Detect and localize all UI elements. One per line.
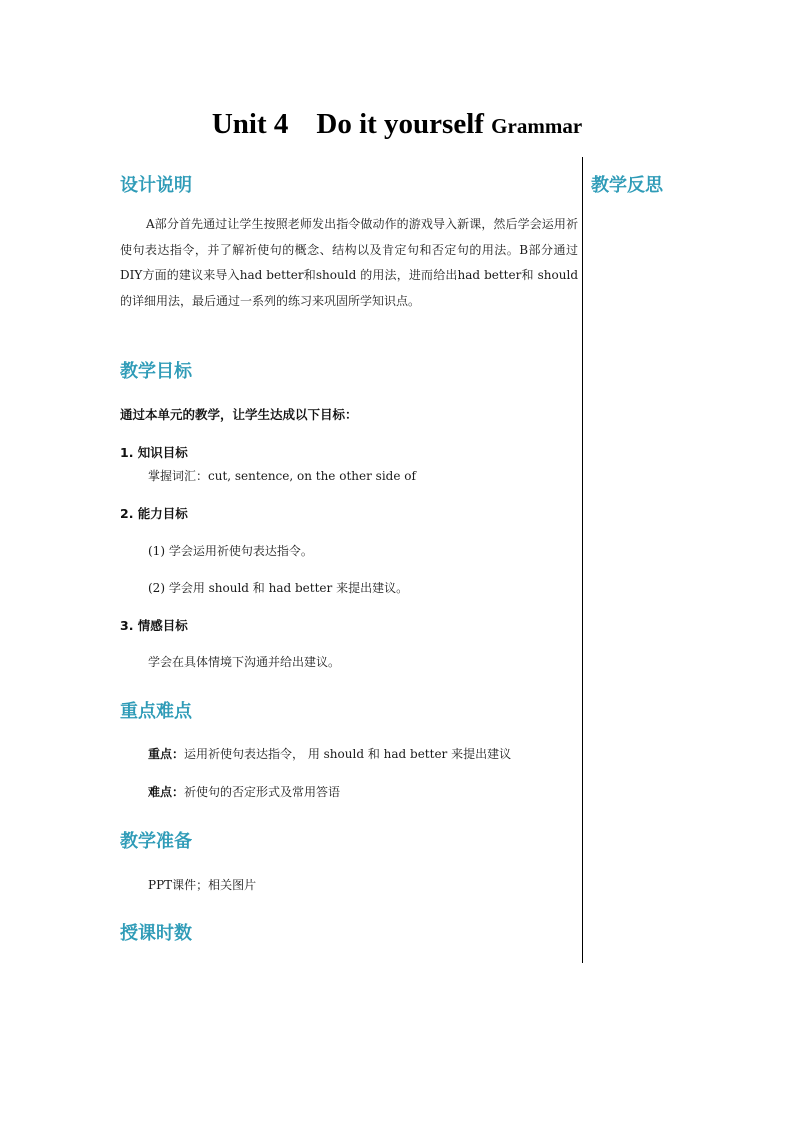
reflection-heading: 教学反思 [591, 175, 663, 196]
key-point-label: 重点： [148, 747, 185, 761]
preparation-heading: 教学准备 [120, 831, 192, 852]
preparation-body: PPT课件；相关图片 [148, 878, 257, 892]
difficulty-body: 祈使句的否定形式及常用答语 [184, 785, 341, 799]
title-unit: Unit 4 [211, 108, 289, 140]
title-subtitle: Grammar [491, 114, 583, 138]
design-heading: 设计说明 [120, 175, 192, 196]
difficulty-line [148, 783, 340, 800]
difficulty-label: 难点： [148, 785, 185, 799]
key-point-body: 运用祈使句表达指令， 用 should 和 had better 来提出建议 [184, 747, 512, 761]
design-paragraph: A部分首先通过让学生按照老师发出指令做动作的游戏导入新课，然后学会运用祈使句表达指令，并了解祈使句的概念、结构以及肯定句和否定句的用法。B部分通过DIY方面的建议来导入had better和should 的用法，进而给出had better和 should 的详细用法，最后通过一系列的练习来巩固所学知识点。 [120, 217, 578, 308]
ability-title: 2. 能力目标 [120, 506, 188, 521]
hours-heading: 授课时数 [120, 923, 192, 944]
document-title [0, 108, 794, 141]
emotion-title: 3. 情感目标 [120, 618, 188, 633]
emotion-body: 学会在具体情境下沟通并给出建议。 [148, 655, 341, 669]
knowledge-title: 1. 知识目标 [120, 445, 188, 460]
objectives-heading: 教学目标 [120, 361, 192, 382]
title-name: Do it yourself [316, 108, 484, 140]
knowledge-body: 掌握词汇：cut, sentence, on the other side of [148, 469, 416, 483]
objectives-intro: 通过本单元的教学，让学生达成以下目标： [120, 407, 358, 422]
ability-item-2: (2) 学会用 should 和 had better 来提出建议。 [148, 581, 409, 595]
key-point-line [148, 745, 511, 762]
column-divider [582, 157, 583, 963]
keypoints-heading: 重点难点 [120, 701, 192, 722]
ability-item-1: (1) 学会运用祈使句表达指令。 [148, 544, 313, 558]
